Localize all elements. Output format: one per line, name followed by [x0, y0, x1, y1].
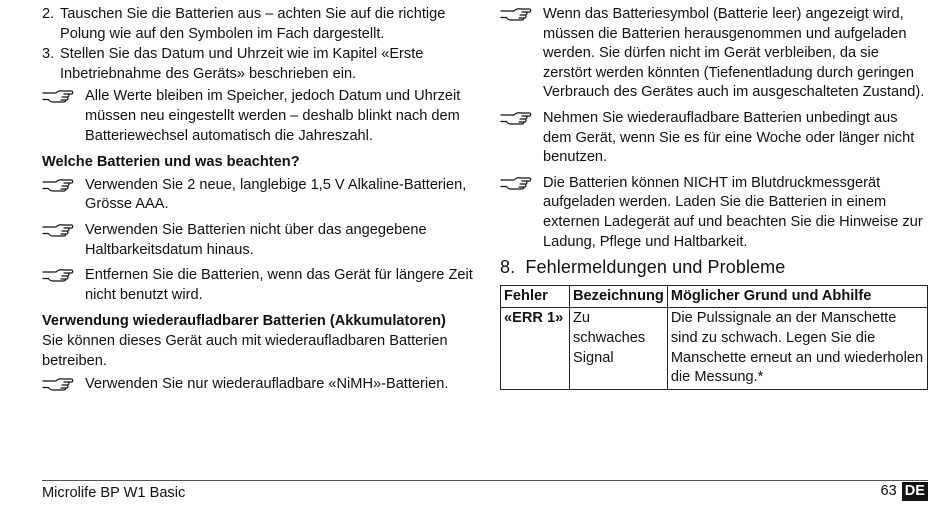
note-item	[500, 5, 928, 103]
step-number: 3.	[42, 46, 55, 63]
note-text: Verwenden Sie 2 neue, langlebige 1,5 V Alkaline-Batterien, Grösse AAA.	[85, 176, 467, 213]
heading-rechargeable: Verwendung wiederaufladbarer Batterien (Akkumulatoren)	[42, 313, 446, 330]
column-header: Bezeichnung	[570, 285, 668, 308]
language-badge: DE	[902, 482, 928, 501]
pointing-hand-icon	[500, 5, 543, 23]
note-text: Die Batterien können NICHT im Blutdruckmessgerät aufgeladen werden. Laden Sie die Batterien in einem externen Ladegerät auf und beachten Sie die Hinweise zur Ladung, Pflege und Haltbarkeit.	[543, 174, 923, 250]
heading-batteries: Welche Batterien und was beachten?	[42, 154, 300, 171]
pointing-hand-icon	[42, 87, 85, 105]
error-table	[500, 285, 928, 390]
step-text: Tauschen Sie die Batterien aus – achten Sie auf die richtige Polung wie auf den Symbolen im Fach dargestellt.	[60, 6, 446, 42]
note-text: Entfernen Sie die Batterien, wenn das Gerät für längere Zeit nicht benutzt wird.	[85, 267, 473, 303]
footer-divider	[42, 480, 928, 481]
note-item	[500, 174, 928, 252]
right-column	[500, 5, 928, 390]
note-text: Verwenden Sie nur wiederaufladbare «NiMH»-Batterien.	[85, 376, 449, 393]
step-item	[42, 5, 474, 44]
page-number: 63	[880, 483, 897, 499]
pointing-hand-icon	[42, 375, 85, 393]
pointing-hand-icon	[42, 266, 85, 284]
step-text: Stellen Sie das Datum und Uhrzeit wie im Kapitel «Erste Inbetriebnahme des Geräts» beschrieben ein.	[60, 46, 424, 82]
footer-product: Microlife BP W1 Basic	[42, 485, 186, 501]
pointing-hand-icon	[42, 176, 85, 194]
error-remedy: Die Pulssignale an der Manschette sind zu schwach. Legen Sie die Manschette erneut an und wiederholen die Messung.*	[667, 308, 927, 389]
note-text: Alle Werte bleiben im Speicher, jedoch Datum und Uhrzeit müssen neu eingestellt werden – deshalb blinkt nach dem Batteriewechsel automatisch die Jahreszahl.	[85, 88, 461, 144]
table-header-row	[501, 285, 928, 308]
left-column	[42, 5, 474, 401]
pointing-hand-icon	[500, 109, 543, 127]
column-header: Möglicher Grund und Abhilfe	[667, 285, 927, 308]
note-item	[42, 266, 474, 305]
note-text: Wenn das Batteriesymbol (Batterie leer) angezeigt wird, müssen die Batterien herausgenommen und aufgeladen werden. Sie dürfen nicht im Gerät verbleiben, da sie zerstört werden könnten (Tiefenentladung durch geringen Verbrauch des Gerätes auch im ausgeschalteten Zustand).	[543, 6, 925, 101]
note-text: Nehmen Sie wiederaufladbare Batterien unbedingt aus dem Gerät, wenn Sie es für eine Woche oder länger nicht benutzen.	[543, 109, 915, 166]
error-name: Zu schwaches Signal	[570, 308, 668, 389]
note-text: Verwenden Sie Batterien nicht über das angegebene Haltbarkeitsdatum hinaus.	[85, 221, 427, 258]
pointing-hand-icon	[500, 174, 543, 192]
step-number: 2.	[42, 6, 55, 22]
footer-page-info	[880, 482, 928, 502]
note-item	[42, 375, 474, 395]
error-code: «ERR 1»	[501, 308, 570, 389]
section-title: 8. Fehlermeldungen und Probleme	[500, 257, 786, 278]
step-item	[42, 45, 474, 84]
table-row	[501, 308, 928, 389]
note-item	[42, 221, 474, 260]
note-item	[500, 109, 928, 168]
rechargeable-intro: Sie können dieses Gerät auch mit wiederaufladbaren Batterien betreiben.	[42, 332, 448, 369]
note-item	[42, 87, 474, 146]
pointing-hand-icon	[42, 221, 85, 239]
column-header: Fehler	[501, 285, 570, 308]
note-item	[42, 176, 474, 215]
